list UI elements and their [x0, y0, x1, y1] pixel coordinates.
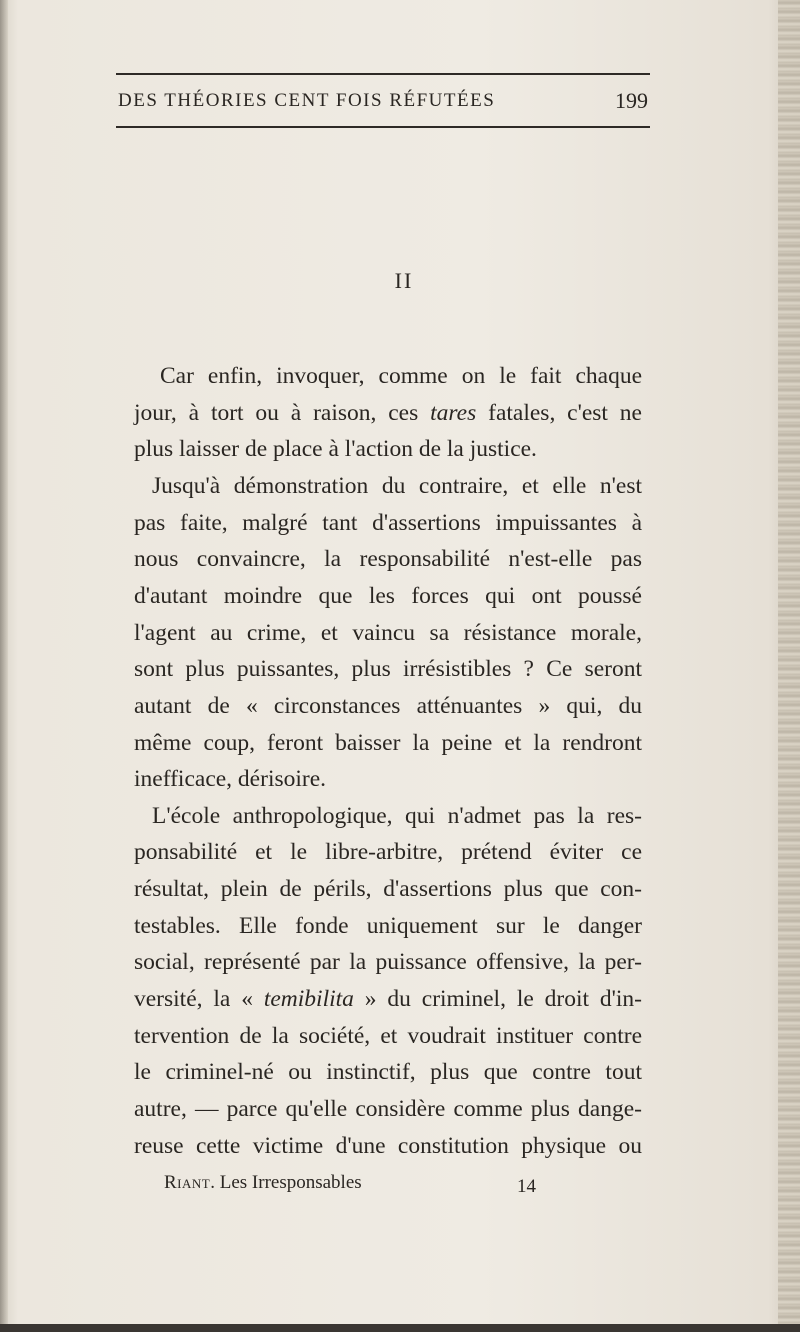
text-segment: sont plus puissantes, plus irrésistibles ? Ce seront — [134, 656, 642, 683]
text-segment: d'autant moindre que les forces qui ont poussé — [134, 582, 642, 609]
italic-term: temibilita — [263, 986, 354, 1013]
text-segment: versité, la « — [134, 986, 264, 1013]
text-line — [134, 728, 642, 758]
footer-book-title: . Les Irresponsables — [210, 1172, 362, 1193]
section-heading: II — [394, 268, 414, 293]
text-line — [152, 471, 642, 501]
text-line — [160, 361, 642, 391]
text-segment: tervention de la société, et voudrait instituer contre — [134, 1022, 642, 1049]
text-line — [134, 764, 642, 794]
text-line — [134, 1094, 642, 1124]
binding-shadow — [0, 0, 8, 1332]
text-line — [134, 984, 642, 1014]
page-edge-texture — [778, 0, 800, 1332]
text-segment: fatales, c'est ne — [476, 399, 642, 426]
text-segment: nous convaincre, la responsabilité n'est-elle pas — [134, 546, 642, 573]
text-line — [134, 654, 642, 684]
text-line — [134, 1131, 642, 1161]
text-segment: L'école anthropologique, qui n'admet pas la res- — [152, 802, 642, 829]
footer-author: Riant — [164, 1172, 211, 1193]
header-rule-bottom — [116, 126, 650, 128]
text-segment: le criminel-né ou instinctif, plus que contre tout — [134, 1059, 642, 1086]
text-line — [152, 801, 642, 831]
text-line — [134, 434, 642, 464]
running-head-title: DES THÉORIES CENT FOIS RÉFUTÉES — [118, 90, 496, 111]
text-segment: inefficace, dérisoire. — [134, 766, 327, 793]
page-number: 199 — [615, 88, 648, 113]
text-segment: Car enfin, invoquer, comme on le fait chaque — [160, 363, 642, 389]
text-line — [134, 618, 642, 648]
text-line — [134, 947, 642, 977]
text-line — [134, 837, 642, 867]
text-segment: même coup, feront baisser la peine et la rendront — [134, 729, 642, 756]
text-line — [134, 691, 642, 721]
text-line — [134, 911, 642, 941]
text-segment: reuse cette victime d'une constitution physique ou — [134, 1132, 642, 1159]
page-bottom-edge — [0, 1324, 800, 1332]
text-segment: testables. Elle fonde uniquement sur le danger — [134, 912, 642, 939]
running-head — [118, 88, 648, 118]
text-line — [134, 1057, 642, 1087]
text-line — [134, 508, 642, 538]
text-segment: l'agent au crime, et vaincu sa résistance morale, — [134, 619, 642, 646]
text-line — [134, 1021, 642, 1051]
text-segment: social, représenté par la puissance offensive, la per- — [134, 949, 642, 976]
footer-signature — [164, 1172, 362, 1194]
text-segment: ponsabilité et le libre-arbitre, prétend éviter ce — [134, 839, 642, 866]
text-line — [134, 581, 642, 611]
text-segment: Jusqu'à démonstration du contraire, et elle n'est — [152, 472, 642, 499]
text-segment: jour, à tort ou à raison, ces — [134, 399, 431, 426]
text-segment: autre, — parce qu'elle considère comme plus dange- — [134, 1096, 642, 1122]
text-segment: plus laisser de place à l'action de la justice. — [134, 436, 537, 463]
text-segment: » du criminel, le droit d'in- — [353, 986, 642, 1013]
italic-term: tares — [430, 399, 477, 426]
text-line — [134, 398, 642, 428]
text-segment: autant de « circonstances atténuantes » qui, du — [134, 692, 642, 719]
header-rule-top — [116, 73, 650, 75]
text-line — [134, 544, 642, 574]
text-segment: résultat, plein de périls, d'assertions plus que con- — [134, 876, 642, 903]
text-line — [134, 874, 642, 904]
footer-signature-number: 14 — [517, 1176, 536, 1197]
text-segment: pas faite, malgré tant d'assertions impuissantes à — [134, 509, 642, 536]
